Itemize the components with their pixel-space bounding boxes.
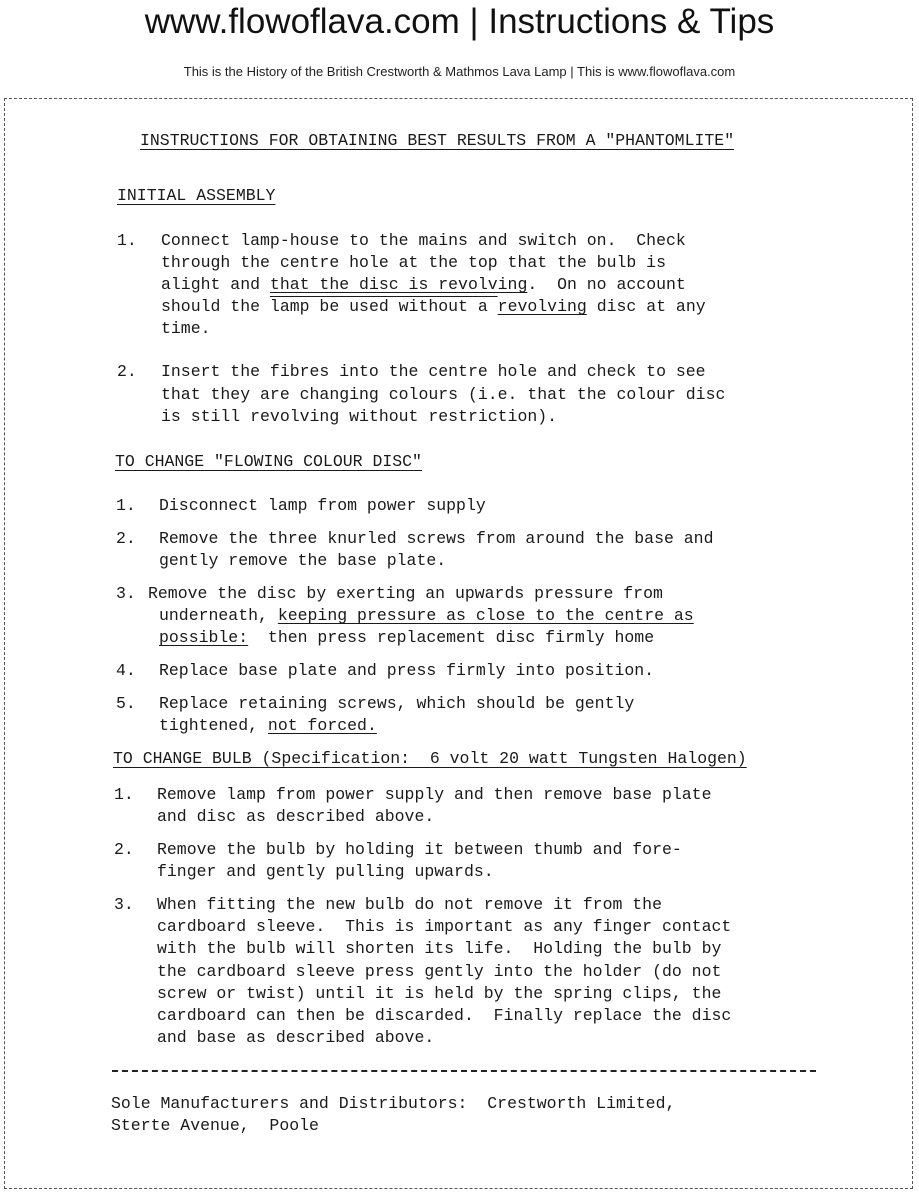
document-title: INSTRUCTIONS FOR OBTAINING BEST RESULTS FROM A "PHANTOMLITE" bbox=[140, 131, 735, 150]
item-number: 3. bbox=[114, 895, 134, 914]
item-number: 3. bbox=[116, 584, 136, 603]
item-text-line: with the bulb will shorten its life. Holding the bulb by bbox=[157, 939, 722, 958]
item-text-line: through the centre hole at the top that the bulb is bbox=[161, 253, 666, 272]
section-heading-change-bulb: TO CHANGE BULB (Specification: 6 volt 20 watt Tungsten Halogen) bbox=[113, 749, 747, 768]
item-number: 1. bbox=[116, 496, 136, 515]
item-text-line: the cardboard sleeve press gently into the holder (do not bbox=[157, 962, 722, 981]
item-number: 2. bbox=[114, 840, 134, 859]
item-text-line: When fitting the new bulb do not remove it from the bbox=[157, 895, 662, 914]
item-text-line: cardboard sleeve. This is important as any finger contact bbox=[157, 917, 732, 936]
footer-line: Sterte Avenue, Poole bbox=[111, 1116, 319, 1135]
item-number: 2. bbox=[117, 362, 137, 381]
section-heading-change-disc: TO CHANGE "FLOWING COLOUR DISC" bbox=[115, 452, 422, 471]
item-text-line: finger and gently pulling upwards. bbox=[157, 862, 494, 881]
item-text-line: and disc as described above. bbox=[157, 807, 435, 826]
item-text-line: Remove lamp from power supply and then remove base plate bbox=[157, 785, 712, 804]
item-text-line: Insert the fibres into the centre hole and check to see bbox=[161, 362, 706, 381]
footer-line: Sole Manufacturers and Distributors: Crestworth Limited, bbox=[111, 1094, 676, 1113]
item-text-line: Remove the disc by exerting an upwards pressure from bbox=[148, 584, 663, 603]
item-text-line: that they are changing colours (i.e. that the colour disc bbox=[161, 385, 726, 404]
item-text-line: cardboard can then be discarded. Finally replace the disc bbox=[157, 1006, 732, 1025]
item-text-line: Remove the bulb by holding it between thumb and fore- bbox=[157, 840, 682, 859]
item-text-line: should the lamp be used without a revolving disc at any bbox=[161, 297, 706, 316]
item-number: 4. bbox=[116, 661, 136, 680]
site-title: www.flowoflava.com | Instructions & Tips bbox=[144, 2, 775, 41]
site-subtitle: This is the History of the British Crestworth & Mathmos Lava Lamp | This is www.flowoflava.com bbox=[183, 64, 736, 79]
item-text-line: Remove the three knurled screws from around the base and bbox=[159, 529, 714, 548]
item-text-line: is still revolving without restriction). bbox=[161, 407, 558, 426]
item-text-line: underneath, keeping pressure as close to the centre as bbox=[159, 606, 694, 625]
item-text-line: Replace base plate and press firmly into position. bbox=[159, 661, 655, 680]
item-text-line: alight and that the disc is revolving. On no account bbox=[161, 275, 686, 294]
item-text-line: Connect lamp-house to the mains and switch on. Check bbox=[161, 231, 686, 250]
item-text-line: screw or twist) until it is held by the spring clips, the bbox=[157, 984, 722, 1003]
dashed-divider bbox=[112, 1070, 816, 1072]
item-number: 5. bbox=[116, 694, 136, 713]
item-text-line: Disconnect lamp from power supply bbox=[159, 496, 486, 515]
item-text-line: possible: then press replacement disc firmly home bbox=[159, 628, 655, 647]
item-number: 2. bbox=[116, 529, 136, 548]
item-number: 1. bbox=[114, 785, 134, 804]
item-text-line: and base as described above. bbox=[157, 1028, 435, 1047]
section-heading-initial-assembly: INITIAL ASSEMBLY bbox=[117, 186, 276, 205]
item-number: 1. bbox=[117, 231, 137, 250]
item-text-line: gently remove the base plate. bbox=[159, 551, 447, 570]
item-text-line: time. bbox=[161, 319, 211, 338]
item-text-line: Replace retaining screws, which should be gently bbox=[159, 694, 635, 713]
item-text-line: tightened, not forced. bbox=[159, 716, 377, 735]
